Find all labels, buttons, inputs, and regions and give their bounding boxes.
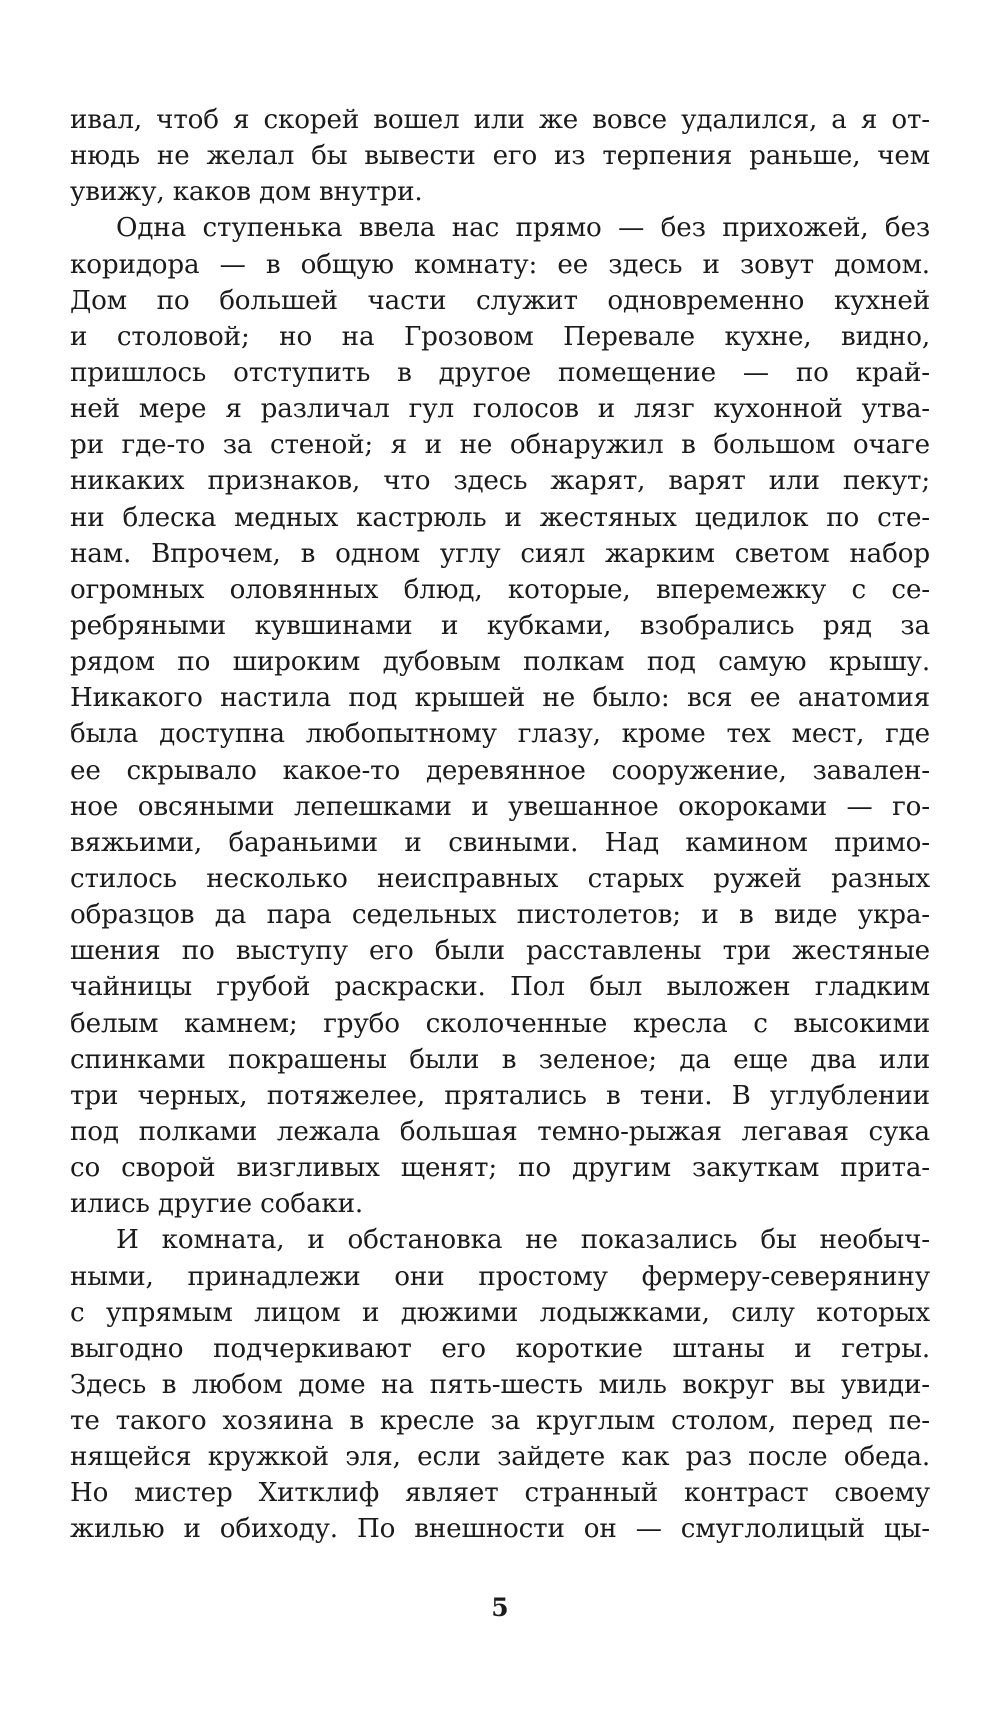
paragraph [70, 102, 930, 210]
text-line: образцов да пара седельных пистолетов; и в виде укра- [70, 900, 930, 931]
text-line: ней мере я различал гул голосов и лязг кухонной утва- [70, 394, 930, 425]
text-line: огромных оловянных блюд, которые, вперемежку с се- [70, 574, 930, 605]
text-line: никаких признаков, что здесь жарят, варят или пекут; [70, 466, 930, 497]
text-line: те такого хозяина в кресле за круглым столом, перед пе- [70, 1406, 930, 1437]
paragraph [70, 210, 930, 1222]
text-line: Никакого настила под крышей не было: вся ее анатомия [70, 683, 930, 714]
text-line: коридора — в общую комнату: ее здесь и зовут домом. [70, 249, 930, 280]
text-line: со сворой визгливых щенят; по другим закуткам прита- [70, 1153, 930, 1184]
text-line: с упрямым лицом и дюжими лодыжками, силу которых [70, 1297, 930, 1328]
text-line: ными, принадлежи они простому фермеру-северянину [70, 1261, 930, 1292]
page-number: 5 [491, 1593, 509, 1622]
text-line: чайницы грубой раскраски. Пол был выложен гладким [70, 972, 930, 1003]
text-line: ни блеска медных кастрюль и жестяных цедилок по сте- [70, 502, 930, 533]
text-line: ивал, чтоб я скорей вошел или же вовсе удалился, а я от- [70, 105, 930, 135]
text-line: белым камнем; грубо сколоченные кресла с высокими [70, 1008, 930, 1039]
text-line: Одна ступенька ввела нас прямо — без прихожей, без [116, 213, 930, 244]
text-line: под полками лежала большая темно-рыжая легавая сука [70, 1116, 930, 1147]
text-line: И комната, и обстановка не показались бы необыч- [116, 1225, 930, 1256]
text-line: была доступна любопытному глазу, кроме тех мест, где [70, 719, 930, 750]
text-line: вяжьими, бараньими и свиными. Над камином примо- [70, 827, 930, 858]
text-line: ребряными кувшинами и кубками, взобрались ряд за [70, 610, 930, 641]
text-line: Но мистер Хитклиф являет странный контраст своему [70, 1478, 930, 1509]
text-line: ились другие собаки. [70, 1189, 364, 1220]
text-line: Здесь в любом доме на пять-шесть миль вокруг вы увиди- [70, 1369, 930, 1400]
text-line: нящейся кружкой эля, если зайдете как раз после обеда. [70, 1442, 930, 1473]
text-line: рядом по широким дубовым полкам под самую крышу. [70, 647, 930, 678]
text-line: ее скрывало какое-то деревянное сооружение, завален- [70, 755, 930, 786]
text-line: выгодно подчеркивают его короткие штаны и гетры. [70, 1333, 930, 1364]
text-line: шения по выступу его были расставлены три жестяные [70, 936, 930, 967]
text-line: ри где-то за стеной; я и не обнаружил в большом очаге [70, 430, 930, 461]
text-line: спинками покрашены были в зеленое; да еще два или [70, 1044, 930, 1075]
text-line: увижу, каков дом внутри. [70, 177, 423, 208]
text-line: стилось несколько неисправных старых ружей разных [70, 863, 930, 894]
text-line: три черных, потяжелее, прятались в тени. В углублении [70, 1080, 930, 1111]
text-line: ное овсяными лепешками и увешанное окороками — го- [70, 791, 930, 822]
text-line: нам. Впрочем, в одном углу сиял жарким светом набор [70, 538, 930, 569]
text-line: и столовой; но на Грозовом Перевале кухне, видно, [70, 321, 930, 352]
paragraph [70, 1222, 930, 1547]
body-text [70, 102, 930, 1548]
text-line: жилью и обиходу. По внешности он — смуглолицый цы- [70, 1514, 930, 1545]
text-line: пришлось отступить в другое помещение — по край- [70, 357, 930, 388]
text-line: нюдь не желал бы вывести его из терпения раньше, чем [70, 141, 930, 172]
text-line: Дом по большей части служит одновременно кухней [70, 285, 930, 316]
